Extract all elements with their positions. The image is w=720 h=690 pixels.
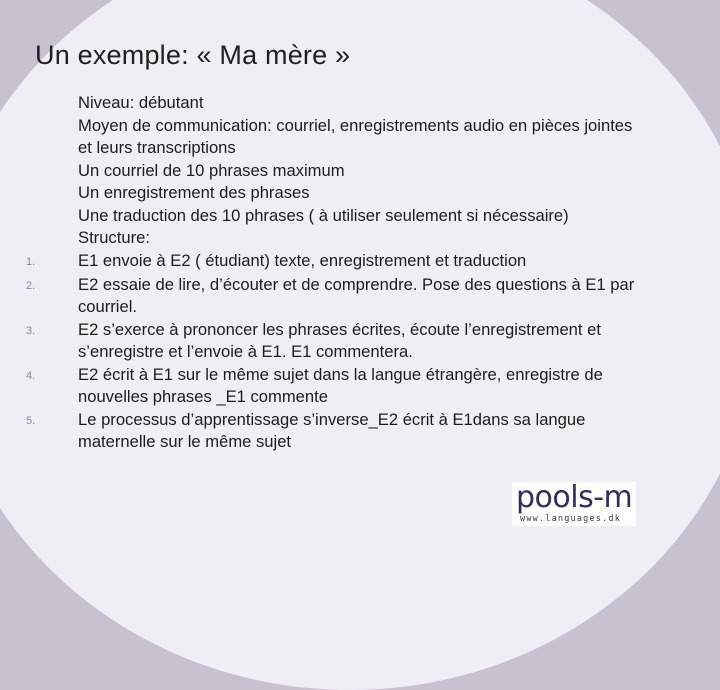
- numbered-item: [26, 274, 646, 319]
- item-text: Structure:: [78, 228, 150, 247]
- slide-content: [26, 92, 646, 454]
- bullet-item: [26, 160, 646, 183]
- item-number: 2.: [26, 279, 36, 292]
- bullet-item: [26, 115, 646, 160]
- item-text: E2 s’exerce à prononcer les phrases écrites, écoute l’enregistrement et s’enregistre et l’envoie à E1. E1 commentera.: [78, 319, 601, 361]
- logo-wordmark: pools-m: [516, 480, 633, 515]
- item-text: Le processus d’apprentissage s’inverse_E2 écrit à E1dans sa langue maternelle sur le même sujet: [78, 409, 586, 451]
- item-number: 3.: [26, 324, 36, 337]
- item-text: Moyen de communication: courriel, enregistrements audio en pièces jointes et leurs transcriptions: [78, 115, 633, 157]
- bullet-item: [26, 92, 646, 115]
- item-text: Niveau: débutant: [78, 93, 204, 112]
- item-text: Un courriel de 10 phrases maximum: [78, 160, 345, 180]
- item-text: E1 envoie à E2 ( étudiant) texte, enregistrement et traduction: [78, 250, 527, 270]
- slide-title: Un exemple: « Ma mère »: [35, 40, 351, 70]
- item-number: 5.: [26, 414, 36, 427]
- numbered-item: [26, 409, 646, 454]
- item-number: 4.: [26, 369, 36, 382]
- pools-m-logo: [512, 482, 636, 526]
- logo-url: www.languages.dk: [520, 514, 622, 524]
- bullet-item: [26, 205, 646, 228]
- item-text: E2 essaie de lire, d’écouter et de comprendre. Pose des questions à E1 par courriel.: [78, 274, 635, 316]
- bullet-item: [26, 227, 646, 250]
- item-text: Un enregistrement des phrases: [78, 183, 310, 202]
- bullet-item: [26, 182, 646, 205]
- numbered-item: [26, 364, 646, 409]
- item-text: Une traduction des 10 phrases ( à utiliser seulement si nécessaire): [78, 205, 569, 225]
- item-text: E2 écrit à E1 sur le même sujet dans la langue étrangère, enregistre de nouvelles phrases _E1 commente: [78, 364, 603, 406]
- numbered-item: [26, 319, 646, 364]
- numbered-item: [26, 250, 646, 274]
- item-number: 1.: [26, 255, 36, 268]
